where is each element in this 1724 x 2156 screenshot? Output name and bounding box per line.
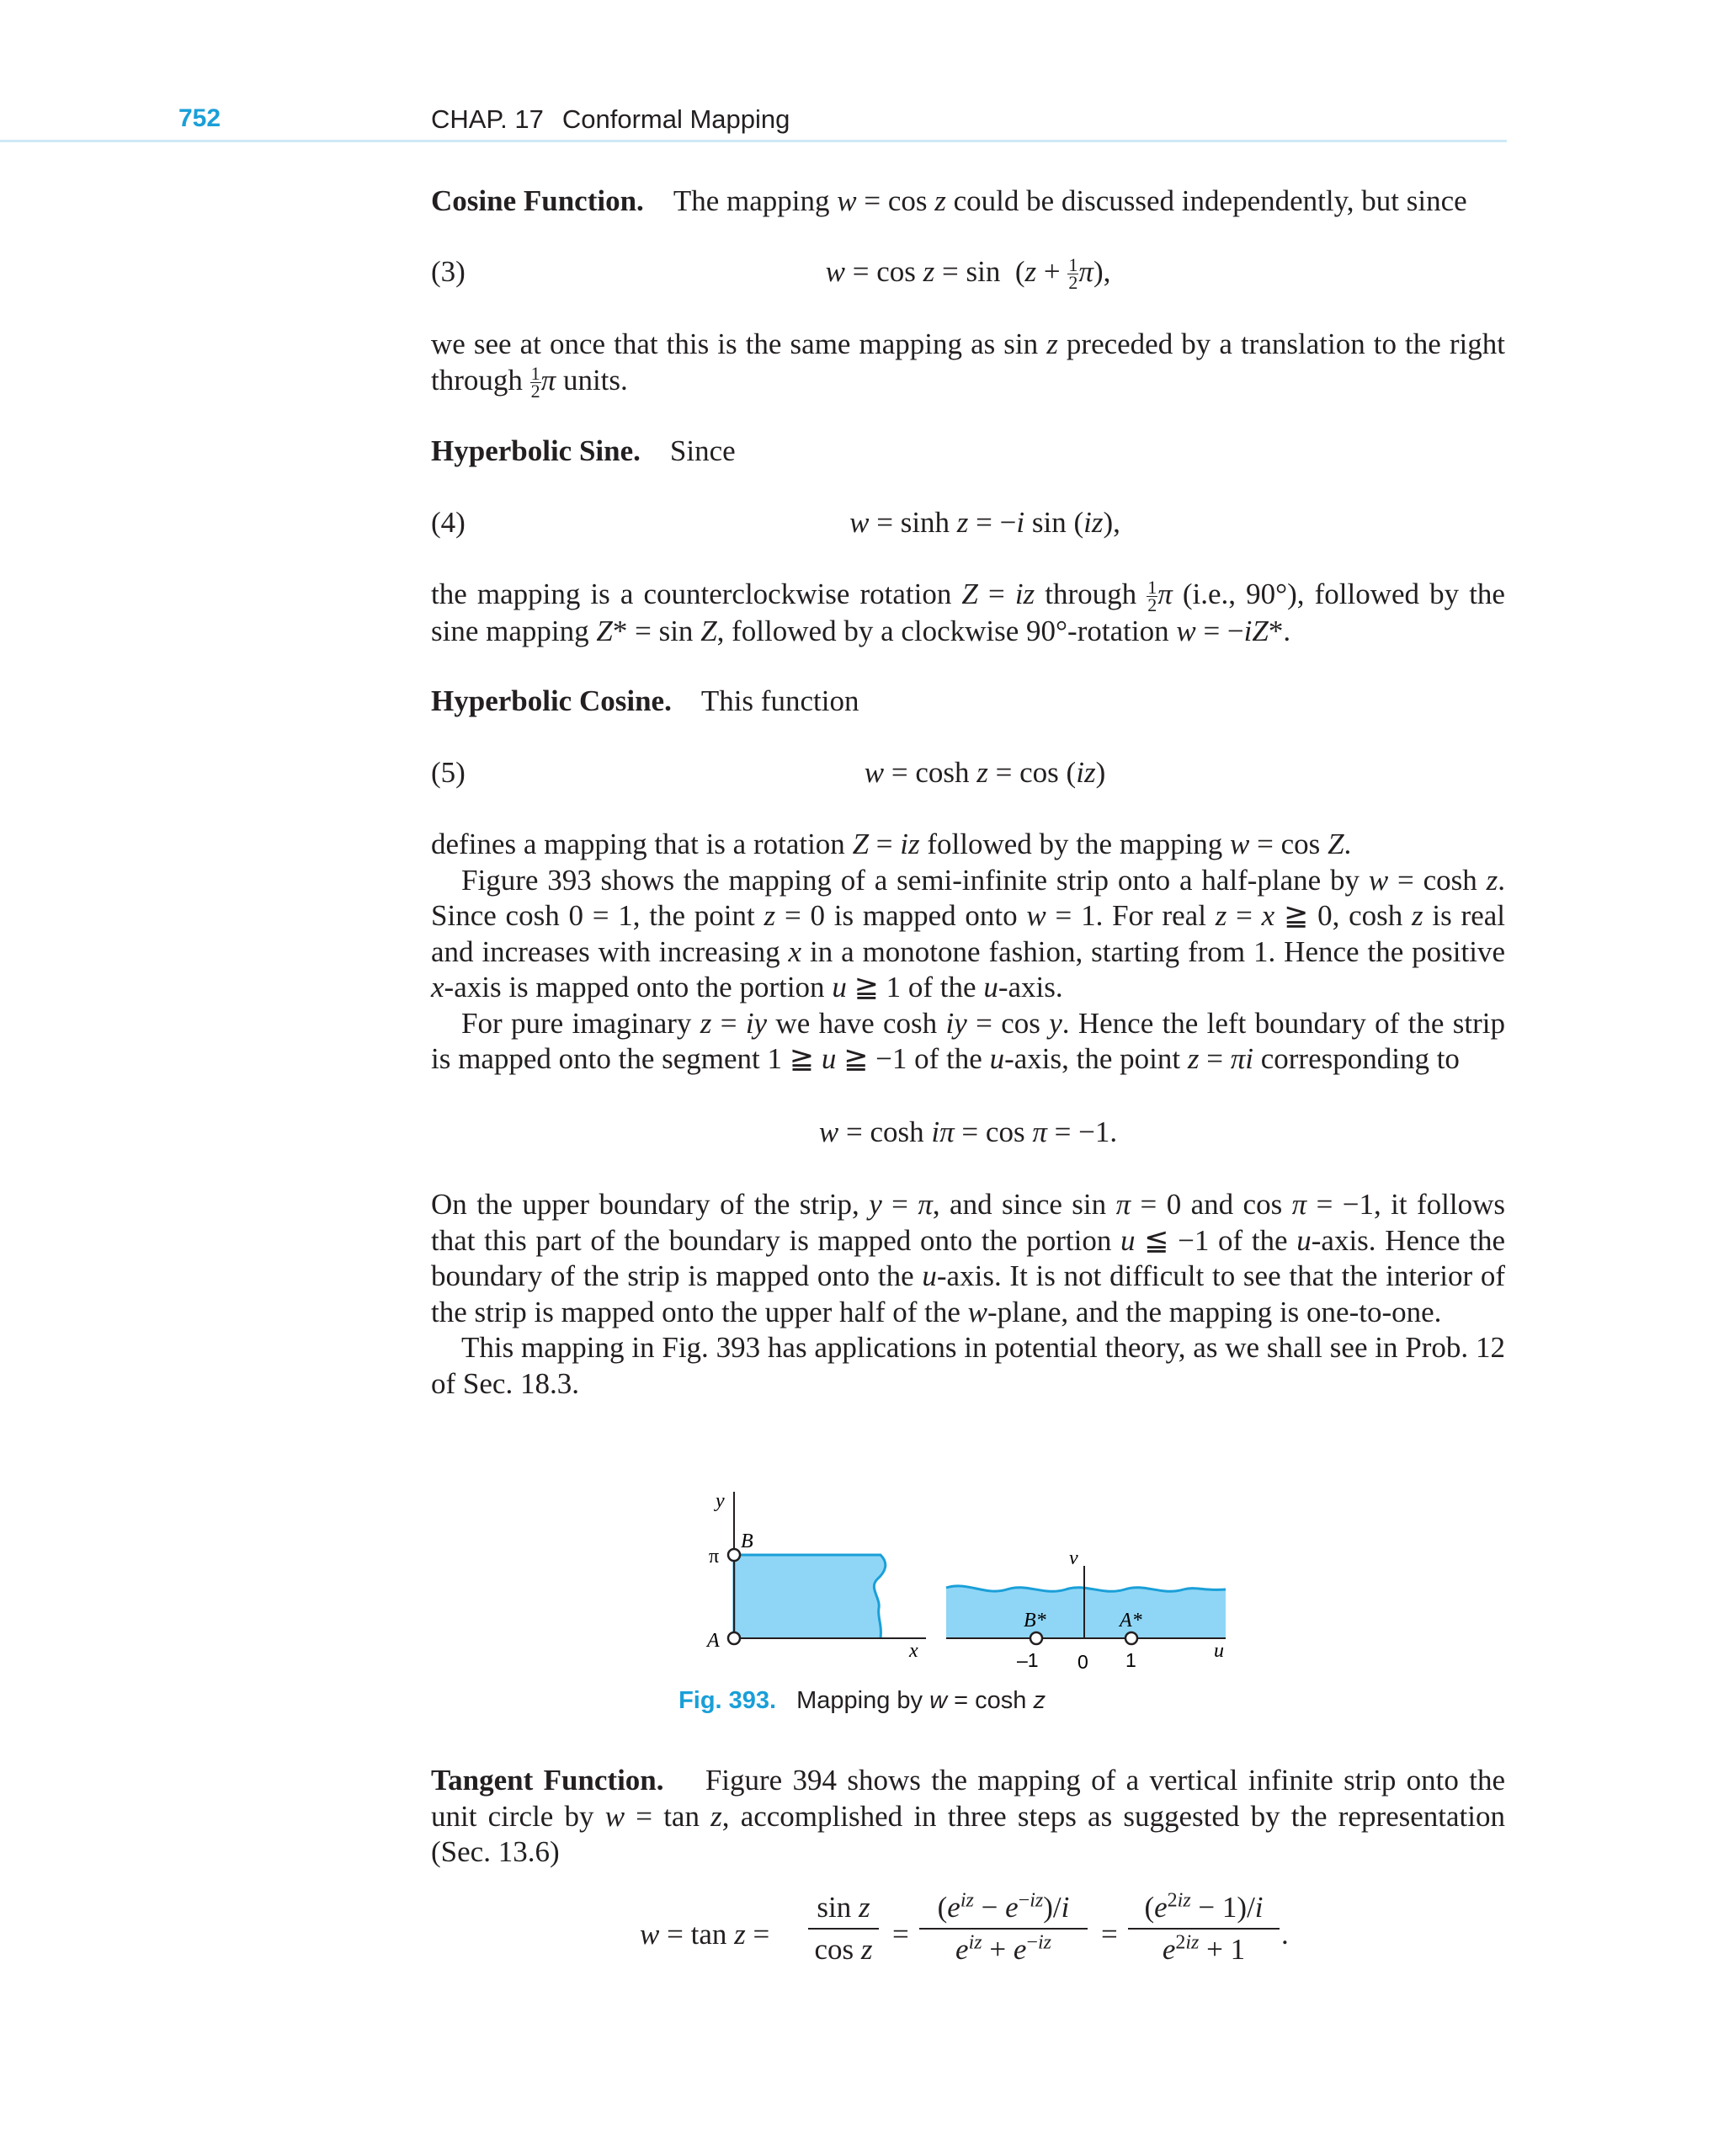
point-A: [728, 1632, 740, 1644]
z-strip: [734, 1555, 886, 1638]
tick-minus1: –1: [1017, 1649, 1039, 1671]
eq-number-4: (4): [431, 506, 466, 539]
header-rule: [0, 140, 1507, 142]
sinh-after: the mapping is a counterclockwise rotation Z = iz through $\frac{1}{2}$ π (i.e., 90°), followed by the sine mapping Z* = sin Z, followed by a clockwise 90°-rotation w = −iZ*.: [431, 577, 1505, 648]
label-Astar: A*: [1120, 1610, 1142, 1632]
eq-number-5: (5): [431, 756, 466, 789]
equation-tan: w = tan z = sin z cos z = $(e^{iz} - e^{-iz})/i$ $e^{iz} + e^{-iz}$ = $(e^{2iz} - 1)/i$ $e^{2iz} + 1$ .: [640, 1889, 1289, 1966]
label-B: B: [741, 1530, 753, 1552]
w-halfplane: [946, 1586, 1226, 1638]
tick-one: 1: [1125, 1649, 1136, 1671]
figure-393: [690, 1482, 1246, 1675]
sinh-heading: Hyperbolic Sine.: [431, 434, 641, 467]
label-pi: π: [709, 1546, 720, 1568]
running-head: [431, 104, 790, 135]
cosh-intro: Hyperbolic Cosine. This function: [431, 684, 859, 717]
cosh-boundary: On the upper boundary of the strip, y = π, and since sin π = 0 and cos π = −1, it follows that this part of the boundary is mapped onto the portion u ≦ −1 of the u-axis. Hence the boundary of the strip is mapped onto the u-axis. It is not difficult to see that the interior of the strip is mapped onto the upper half of the w-plane, and the mapping is one-to-one. This mapping in Fig. 393 has applications in potential theory, as we shall see in Prob. 12 of Sec. 18.3.: [431, 1188, 1506, 1400]
label-Bstar: B*: [1024, 1610, 1046, 1632]
chapter-title: Conformal Mapping: [561, 104, 790, 134]
label-v: v: [1069, 1547, 1078, 1569]
chapter-label: CHAP. 17: [431, 104, 544, 134]
tangent-heading: Tangent Function.: [431, 1764, 664, 1797]
label-x: x: [909, 1640, 918, 1662]
figure-caption-text: Mapping by w = cosh z: [796, 1687, 1046, 1714]
cosh-body: defines a mapping that is a rotation Z = iz followed by the mapping w = cos Z. Figure 393 shows the mapping of a semi-infinite strip onto a half-plane by w = cosh z. Since cosh 0 = 1, the point z = 0 is mapped onto w = 1. For real z = x ≧ 0, cosh z is real and increases with increasing x in a monotone fashion, starting from 1. Hence the positive x-axis is mapped onto the portion u ≧ 1 of the u-axis. For pure imaginary z = iy we have cosh iy = cos y. Hence the left boundary of the strip is mapped onto the segment 1 ≧ u ≧ −1 of the u-axis, the point z = πi corresponding to: [431, 828, 1506, 1075]
tangent-intro: Tangent Function. Figure 394 shows the mapping of a vertical infinite strip onto the unit circle by w = tan z, accomplished in three steps as suggested by the representation (Sec. 13.6): [431, 1764, 1505, 1868]
cosine-after: we see at once that this is the same mapping as sin z preceded by a translation to the right through $\frac{1}{2}$ π units.: [431, 327, 1505, 402]
equation-4: (4) w = sinh z = −i sin (iz),: [431, 506, 1120, 539]
sinh-intro: Hyperbolic Sine. Since: [431, 434, 736, 467]
equation-cosh-ipi: w = cosh iπ = cos π = −1.: [818, 1115, 1118, 1148]
cosine-heading: Cosine Function.: [431, 184, 644, 217]
eq-number-3: (3): [431, 255, 466, 288]
point-Astar: [1125, 1632, 1137, 1644]
figure-caption-label: Fig. 393.: [678, 1687, 777, 1714]
label-A: A: [707, 1630, 720, 1652]
label-y: y: [716, 1490, 725, 1512]
page-number: 752: [178, 104, 221, 132]
tick-zero: 0: [1078, 1651, 1088, 1673]
equation-3: (3) w = cos z = sin (z + $\frac{1}{2}$ π),: [431, 254, 1111, 294]
point-B: [728, 1549, 740, 1561]
label-u: u: [1214, 1640, 1224, 1662]
equation-5: (5) w = cosh z = cos (iz): [431, 756, 1106, 789]
point-Bstar: [1030, 1632, 1042, 1644]
figure-caption: [0, 1687, 1724, 1715]
cosh-heading: Hyperbolic Cosine.: [431, 684, 672, 717]
cosine-intro: Cosine Function. The mapping w = cos z could be discussed independently, but since: [431, 184, 1467, 217]
